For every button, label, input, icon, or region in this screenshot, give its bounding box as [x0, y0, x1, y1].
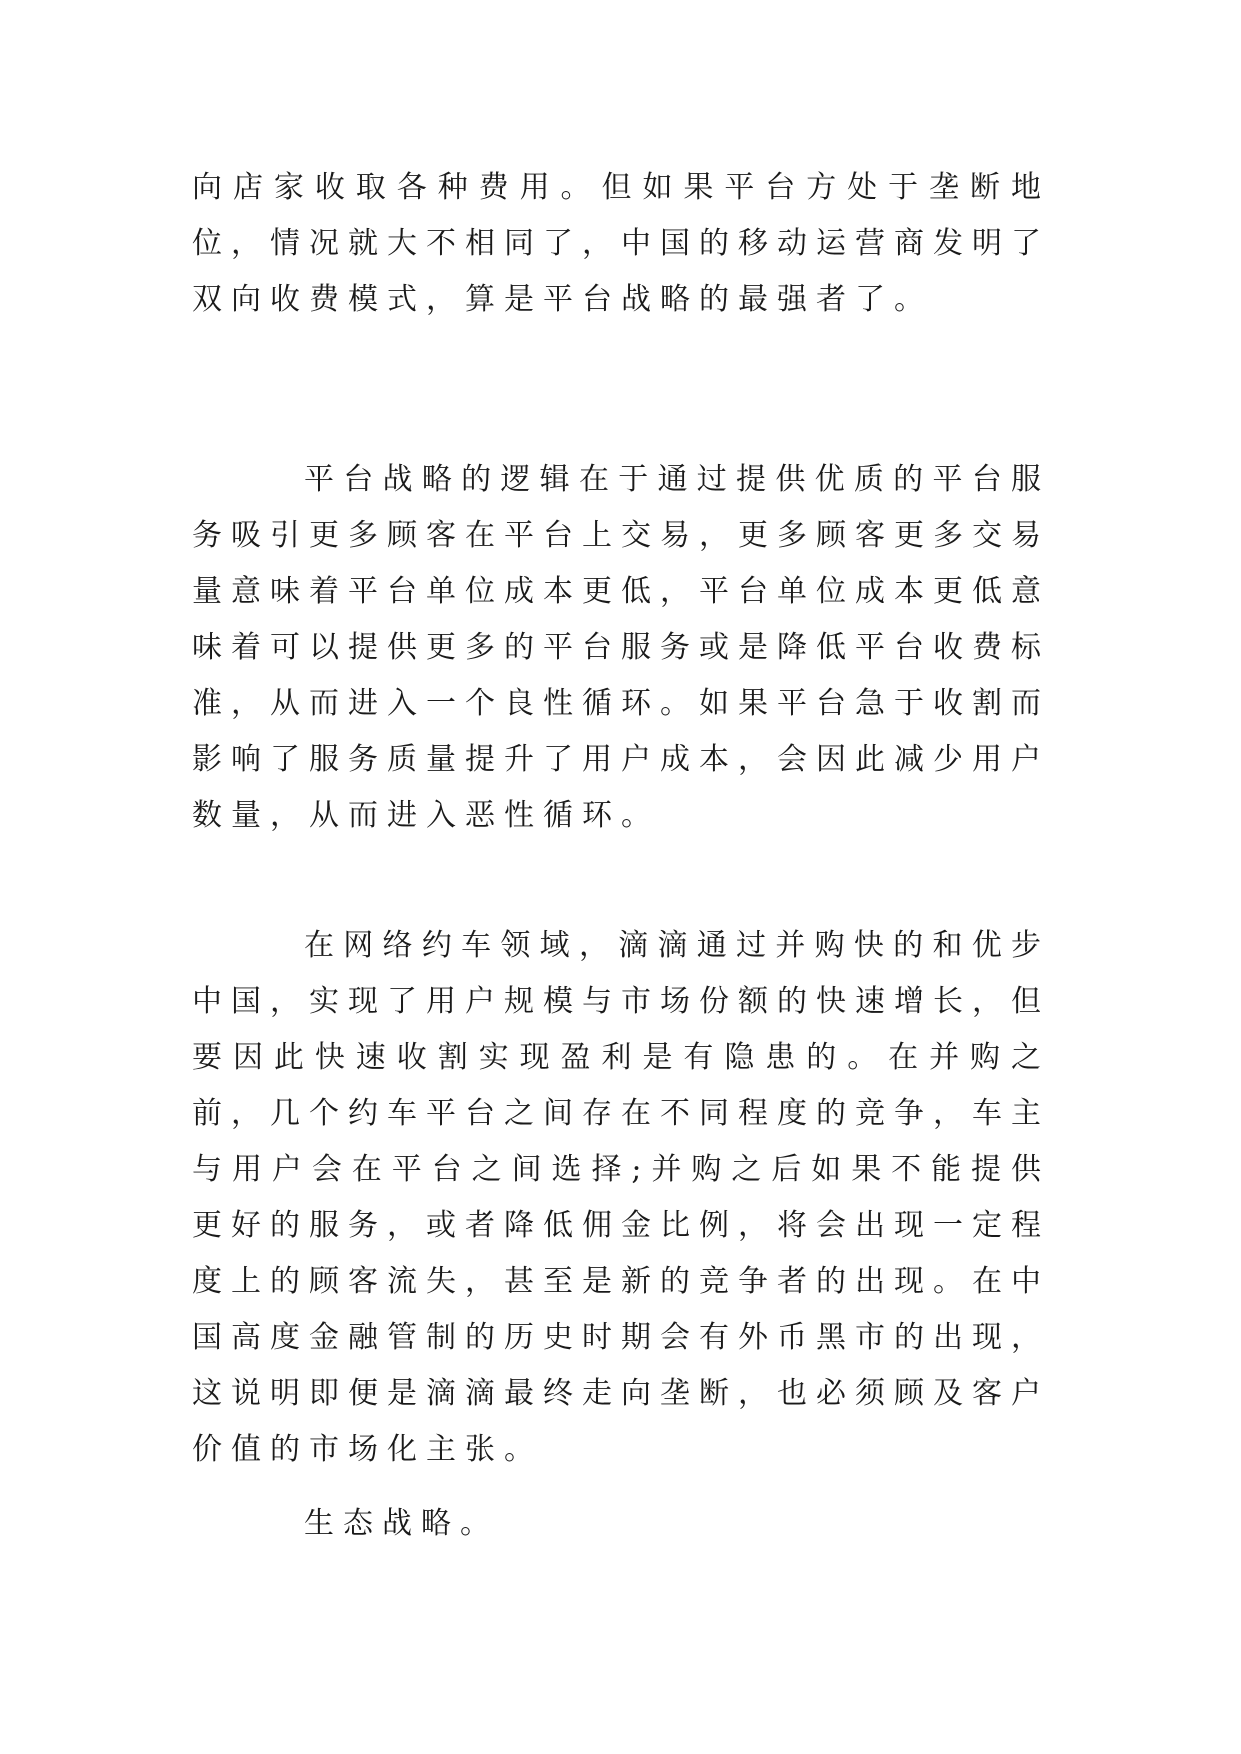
section-heading-ecosystem-strategy: 生态战略。: [304, 1506, 499, 1541]
paragraph-didi-example: 在网络约车领域，滴滴通过并购快的和优步中国，实现了用户规模与市场份额的快速增长，但要因此快速收割实现盈利是有隐患的。在并购之前，几个约车平台之间存在不同程度的竞争，车主与用户会在平台之间选择;并购之后如果不能提供更好的服务，或者降低佣金比例，将会出现一定程度上的顾客流失，甚至是新的竞争者的出现。在中国高度金融管制的历史时期会有外币黑市的出现，这说明即便是滴滴最终走向垄断，也必须顾及客户价值的市场化主张。: [192, 928, 1050, 1467]
paragraph-platform-logic: 平台战略的逻辑在于通过提供优质的平台服务吸引更多顾客在平台上交易，更多顾客更多交易量意味着平台单位成本更低，平台单位成本更低意味着可以提供更多的平台服务或是降低平台收费标准，从而进入一个良性循环。如果平台急于收割而影响了服务质量提升了用户成本，会因此减少用户数量，从而进入恶性循环。: [192, 462, 1050, 833]
paragraph-continuation: 向店家收取各种费用。但如果平台方处于垄断地位，情况就大不相同了，中国的移动运营商发明了双向收费模式，算是平台战略的最强者了。: [192, 170, 1050, 317]
